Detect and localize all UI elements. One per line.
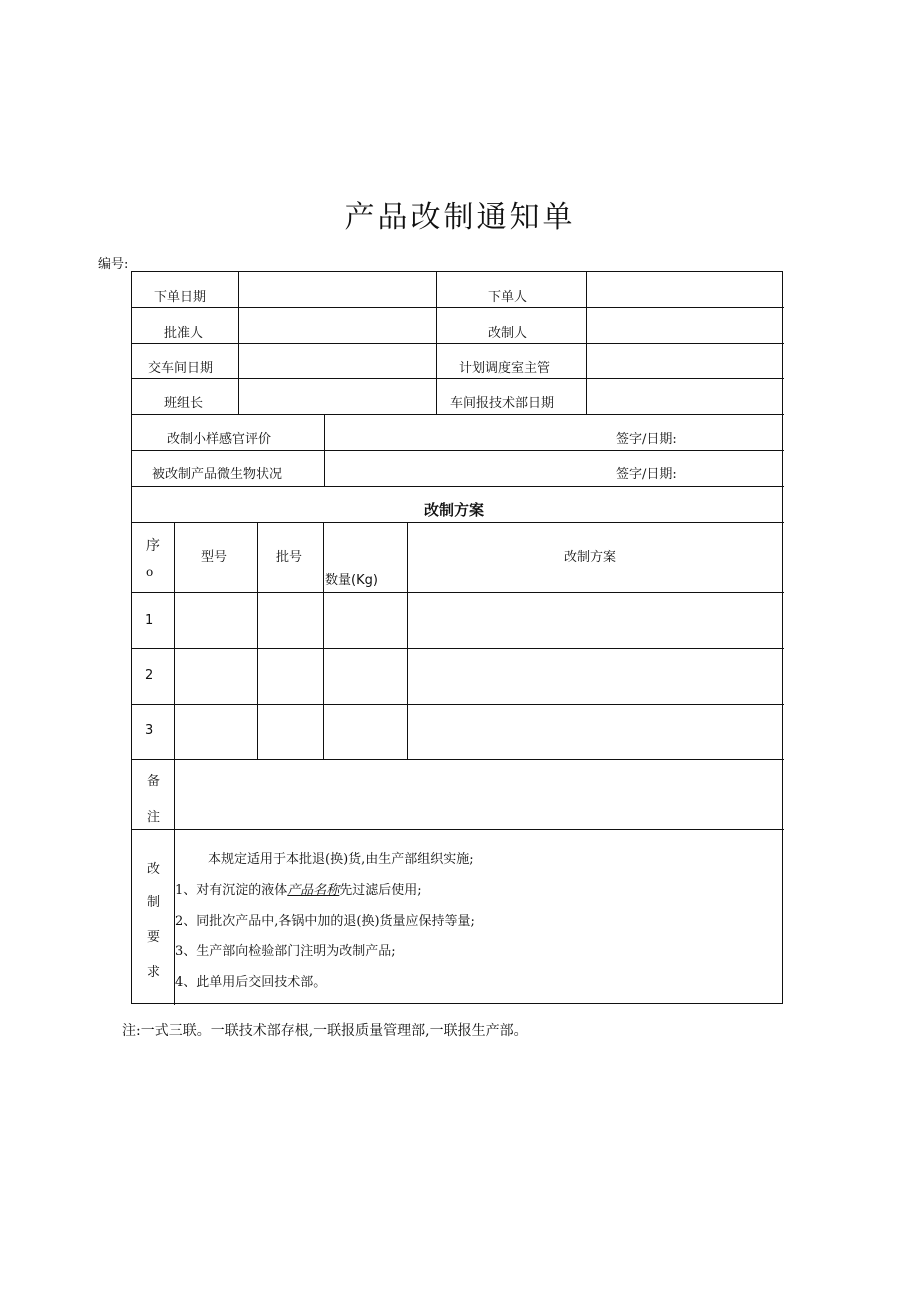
page-title: 产品改制通知单 bbox=[344, 200, 576, 235]
requirements-item-4: 4、此单用后交回技术部。 bbox=[175, 975, 327, 990]
requirements-item-1 bbox=[175, 883, 422, 899]
label-microbial-status: 被改制产品微生物状况 bbox=[152, 467, 283, 482]
requirements-label-char: 改 bbox=[147, 862, 161, 877]
field-microbial-status[interactable] bbox=[325, 451, 610, 485]
footer-note: 注:一式三联。一联技术部存根,一联报质量管理部,一联报生产部。 bbox=[122, 1023, 528, 1039]
field-remarks[interactable] bbox=[175, 760, 782, 828]
remarks-label-bottom: 注 bbox=[147, 810, 161, 825]
form-table bbox=[131, 271, 783, 1004]
product-name-placeholder: 产品名称 bbox=[287, 883, 340, 898]
requirements-label-char: 求 bbox=[147, 965, 161, 980]
label-team-leader: 班组长 bbox=[164, 396, 204, 411]
row-3-cells[interactable] bbox=[175, 705, 782, 758]
label-order-date: 下单日期 bbox=[154, 290, 207, 305]
requirements-item-3: 3、生产部向检验部门注明为改制产品; bbox=[175, 944, 396, 959]
label-scheduling-supervisor: 计划调度室主管 bbox=[459, 361, 551, 376]
field-modifier[interactable] bbox=[587, 308, 782, 342]
row-1-cells[interactable] bbox=[175, 593, 782, 647]
plan-section-title: 改制方案 bbox=[424, 501, 485, 519]
row-number: 1 bbox=[145, 613, 154, 628]
col-header-quantity: 数量(Kg) bbox=[325, 573, 378, 588]
field-report-date[interactable] bbox=[587, 379, 782, 413]
col-header-model: 型号 bbox=[201, 550, 228, 565]
field-order-person[interactable] bbox=[587, 273, 782, 307]
col-header-batch: 批号 bbox=[276, 550, 303, 565]
requirements-label-char: 要 bbox=[147, 930, 161, 945]
requirements-item-1-prefix: 1、对有沉淀的液体 bbox=[175, 883, 288, 898]
label-approver: 批准人 bbox=[164, 326, 204, 341]
label-modifier: 改制人 bbox=[488, 326, 528, 341]
serial-number-label: 编号: bbox=[98, 257, 129, 272]
label-sensory-evaluation: 改制小样感官评价 bbox=[167, 432, 272, 447]
col-header-scheme: 改制方案 bbox=[564, 550, 617, 565]
requirements-item-2: 2、同批次产品中,各锅中加的退(换)货量应保持等量; bbox=[175, 914, 475, 929]
label-workshop-date: 交车间日期 bbox=[148, 361, 214, 376]
col-header-seq-mark: o bbox=[146, 565, 154, 579]
label-order-person: 下单人 bbox=[488, 290, 528, 305]
sign-date-label-2: 签字/日期: bbox=[616, 467, 677, 482]
field-workshop-date[interactable] bbox=[239, 344, 435, 377]
row-number: 2 bbox=[145, 668, 154, 683]
requirements-item-1-suffix: 先过滤后使用; bbox=[339, 883, 422, 898]
requirements-label-char: 制 bbox=[147, 895, 161, 910]
row-number: 3 bbox=[145, 723, 154, 738]
sign-date-label-1: 签字/日期: bbox=[616, 432, 677, 447]
remarks-label-top: 备 bbox=[147, 774, 161, 789]
field-approver[interactable] bbox=[239, 308, 435, 342]
field-order-date[interactable] bbox=[239, 273, 435, 307]
field-team-leader[interactable] bbox=[239, 379, 435, 413]
field-scheduling-supervisor[interactable] bbox=[587, 344, 782, 377]
col-header-seq: 序 bbox=[146, 538, 160, 554]
requirements-intro: 本规定适用于本批退(换)货,由生产部组织实施; bbox=[208, 852, 474, 867]
row-2-cells[interactable] bbox=[175, 649, 782, 703]
label-report-date: 车间报技术部日期 bbox=[450, 396, 555, 411]
field-sensory-evaluation[interactable] bbox=[325, 415, 610, 449]
